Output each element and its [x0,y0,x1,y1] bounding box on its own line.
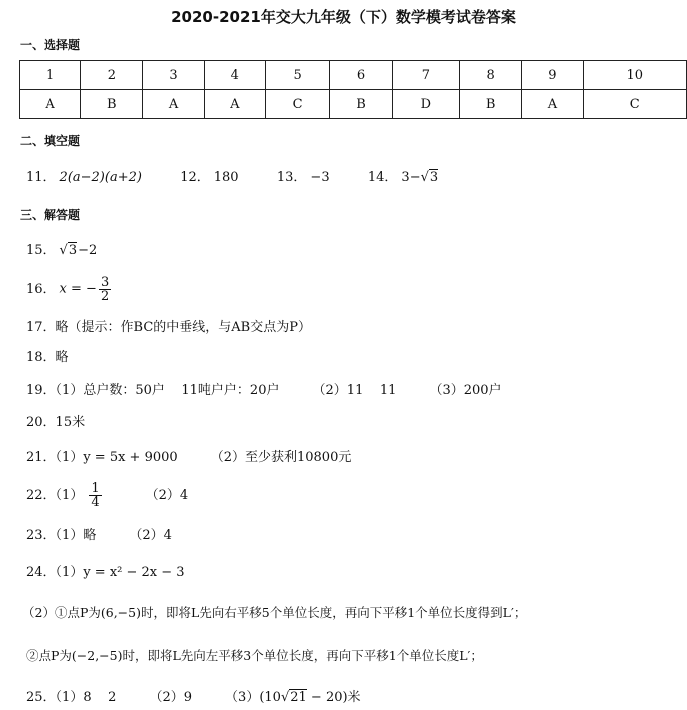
q22-fraction [89,482,105,509]
q22-label: 22．（1） [26,487,84,503]
table-cell: 10 [583,61,687,90]
table-cell: A [143,90,204,119]
q24-part2-case2: ②点P为(−2,−5)时，即将L先向左平移3个单位长度，再向下平移1个单位长度L′； [26,648,483,663]
q22-line [26,482,192,509]
q20-line: 20．15米 [26,415,86,430]
q22-denominator: 4 [91,495,100,510]
sqrt-icon: √ [280,690,290,705]
q16-fraction [99,276,115,303]
table-row-numbers [20,61,687,90]
table-cell: 8 [460,61,522,90]
q16-lhs: x = − [59,281,97,297]
sqrt-icon: √ [59,243,68,258]
q22-part2: （2）4 [145,487,189,503]
sqrt-icon: √ [420,170,429,185]
table-cell: 5 [265,61,330,90]
table-cell: 9 [522,61,583,90]
table-cell: A [20,90,81,119]
q16-denominator: 2 [100,289,110,304]
q24-part2-case1: （2）①点P为(6,−5)时，即将L先向右平移5个单位长度，再向下平移1个单位长度得到L′； [22,605,527,620]
q14-label: 14． [367,170,398,185]
table-cell: 6 [330,61,392,90]
table-cell: B [330,90,392,119]
q12-label: 12． [180,170,210,185]
table-cell: C [583,90,687,119]
q15-rest: −2 [78,243,98,258]
q25-radicand: 21 [290,690,307,705]
fill-answers-line [26,170,442,186]
q12-answer: 180 [213,170,239,185]
choice-answer-table [19,60,687,119]
q11-label: 11． [26,170,56,185]
table-cell: 7 [392,61,459,90]
table-cell: B [81,90,143,119]
page-title: 2020-2021年交大九年级（下）数学模考试卷答案 [171,8,516,26]
q17-line: 17．略（提示：作BC的中垂线，与AB交点为P） [26,320,311,335]
section-fill-heading: 二、填空题 [20,134,81,148]
table-cell: 1 [20,61,81,90]
table-cell: B [460,90,522,119]
q16-label: 16． [26,281,56,297]
q24-line: 24．（1）y = x² − 2x − 3 [26,565,185,580]
section-solve-heading: 三、解答题 [20,208,81,222]
table-cell: 4 [204,61,265,90]
table-cell: 3 [143,61,204,90]
q25-suffix: − 20)米 [306,690,361,705]
table-cell: C [265,90,330,119]
q16-numerator: 3 [100,275,110,290]
table-cell: A [522,90,583,119]
q25-prefix: 25．（1）8 2 （2）9 （3）(10 [26,690,281,705]
table-cell: D [392,90,459,119]
q14-answer-prefix: 3− [401,170,421,185]
section-choice-heading: 一、选择题 [20,38,81,52]
q13-answer: −3 [310,170,330,185]
q23-line: 23．（1）略 （2）4 [26,528,172,543]
q15-radicand: 3 [68,243,78,258]
q14-radicand: 3 [429,170,439,185]
q21-line: 21．（1）y = 5x + 9000 （2）至少获利10800元 [26,450,352,465]
table-row-answers [20,90,687,119]
table-cell: A [204,90,265,119]
q19-line: 19．（1）总户数：50户 11吨户户：20户 （2）11 11 （3）200户 [26,383,502,398]
q25-line [26,690,365,706]
q15-line [26,243,101,259]
q22-numerator: 1 [91,481,100,496]
q16-line [26,276,119,303]
q18-line: 18．略 [26,350,69,365]
q13-label: 13． [276,170,307,185]
table-cell: 2 [81,61,143,90]
q15-label: 15． [26,243,56,258]
q11-answer: 2(a−2)(a+2) [59,170,142,185]
